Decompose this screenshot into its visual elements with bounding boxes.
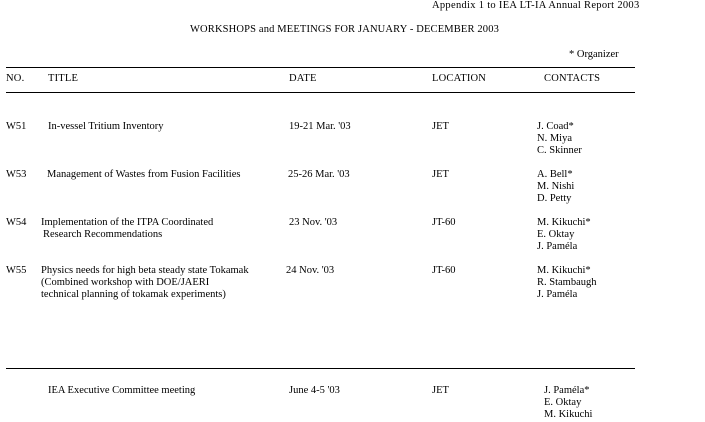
row-contacts	[544, 385, 592, 421]
page-title: WORKSHOPS and MEETINGS FOR JANUARY - DECEMBER 2003	[190, 24, 500, 35]
contact-name: M. Kikuchi	[544, 409, 593, 420]
row-number: W54	[6, 217, 27, 228]
contact-name: M. Kikuchi*	[537, 217, 591, 228]
header-bottom-rule	[6, 92, 635, 93]
row-number: W51	[6, 121, 27, 132]
contact-name: N. Miya	[537, 133, 572, 144]
organizer-note: * Organizer	[569, 49, 619, 60]
row-title-line: Research Recommendations	[43, 229, 163, 240]
row-contacts	[537, 169, 574, 205]
header-date: DATE	[289, 73, 317, 84]
row-location: JET	[432, 385, 449, 396]
header-title: TITLE	[48, 73, 79, 84]
contact-name: J. Paméla	[537, 241, 578, 252]
contact-name: J. Paméla*	[544, 385, 590, 396]
contact-name: M. Nishi	[537, 181, 575, 192]
section-divider-rule	[6, 368, 635, 369]
row-location: JT-60	[432, 217, 456, 228]
row-title-line: (Combined workshop with DOE/JAERI	[41, 277, 210, 288]
contact-name: R. Stambaugh	[537, 277, 597, 288]
row-title-line: IEA Executive Committee meeting	[48, 385, 196, 396]
row-date: 19-21 Mar. '03	[289, 121, 351, 132]
row-date: June 4-5 '03	[289, 385, 340, 396]
row-title-line: Implementation of the ITPA Coordinated	[41, 217, 214, 228]
row-location: JT-60	[432, 265, 456, 276]
row-number: W55	[6, 265, 27, 276]
row-number: W53	[6, 169, 27, 180]
row-contacts	[537, 121, 582, 157]
row-title-line: Management of Wastes from Fusion Facilities	[47, 169, 241, 180]
row-location: JET	[432, 169, 449, 180]
header-no: NO.	[6, 73, 25, 84]
contact-name: J. Paméla	[537, 289, 578, 300]
row-date: 25-26 Mar. '03	[288, 169, 350, 180]
row-date: 24 Nov. '03	[286, 265, 335, 276]
row-contacts	[537, 217, 591, 253]
header-contacts: CONTACTS	[544, 73, 601, 84]
contact-name: M. Kikuchi*	[537, 265, 591, 276]
contact-name: D. Petty	[537, 193, 572, 204]
header-top-rule	[6, 67, 635, 68]
row-location: JET	[432, 121, 449, 132]
contact-name: E. Oktay	[537, 229, 575, 240]
row-title-line: technical planning of tokamak experiments)	[41, 289, 226, 300]
row-title-line: Physics needs for high beta steady state Tokamak	[41, 265, 249, 276]
row-title-line: In-vessel Tritium Inventory	[48, 121, 164, 132]
contact-name: C. Skinner	[537, 145, 582, 156]
row-contacts	[537, 265, 597, 301]
contact-name: A. Bell*	[537, 169, 573, 180]
header-location: LOCATION	[432, 73, 487, 84]
contact-name: J. Coad*	[537, 121, 574, 132]
contact-name: E. Oktay	[544, 397, 582, 408]
appendix-note: Appendix 1 to IEA LT-IA Annual Report 2003	[432, 0, 640, 11]
row-date: 23 Nov. '03	[289, 217, 338, 228]
